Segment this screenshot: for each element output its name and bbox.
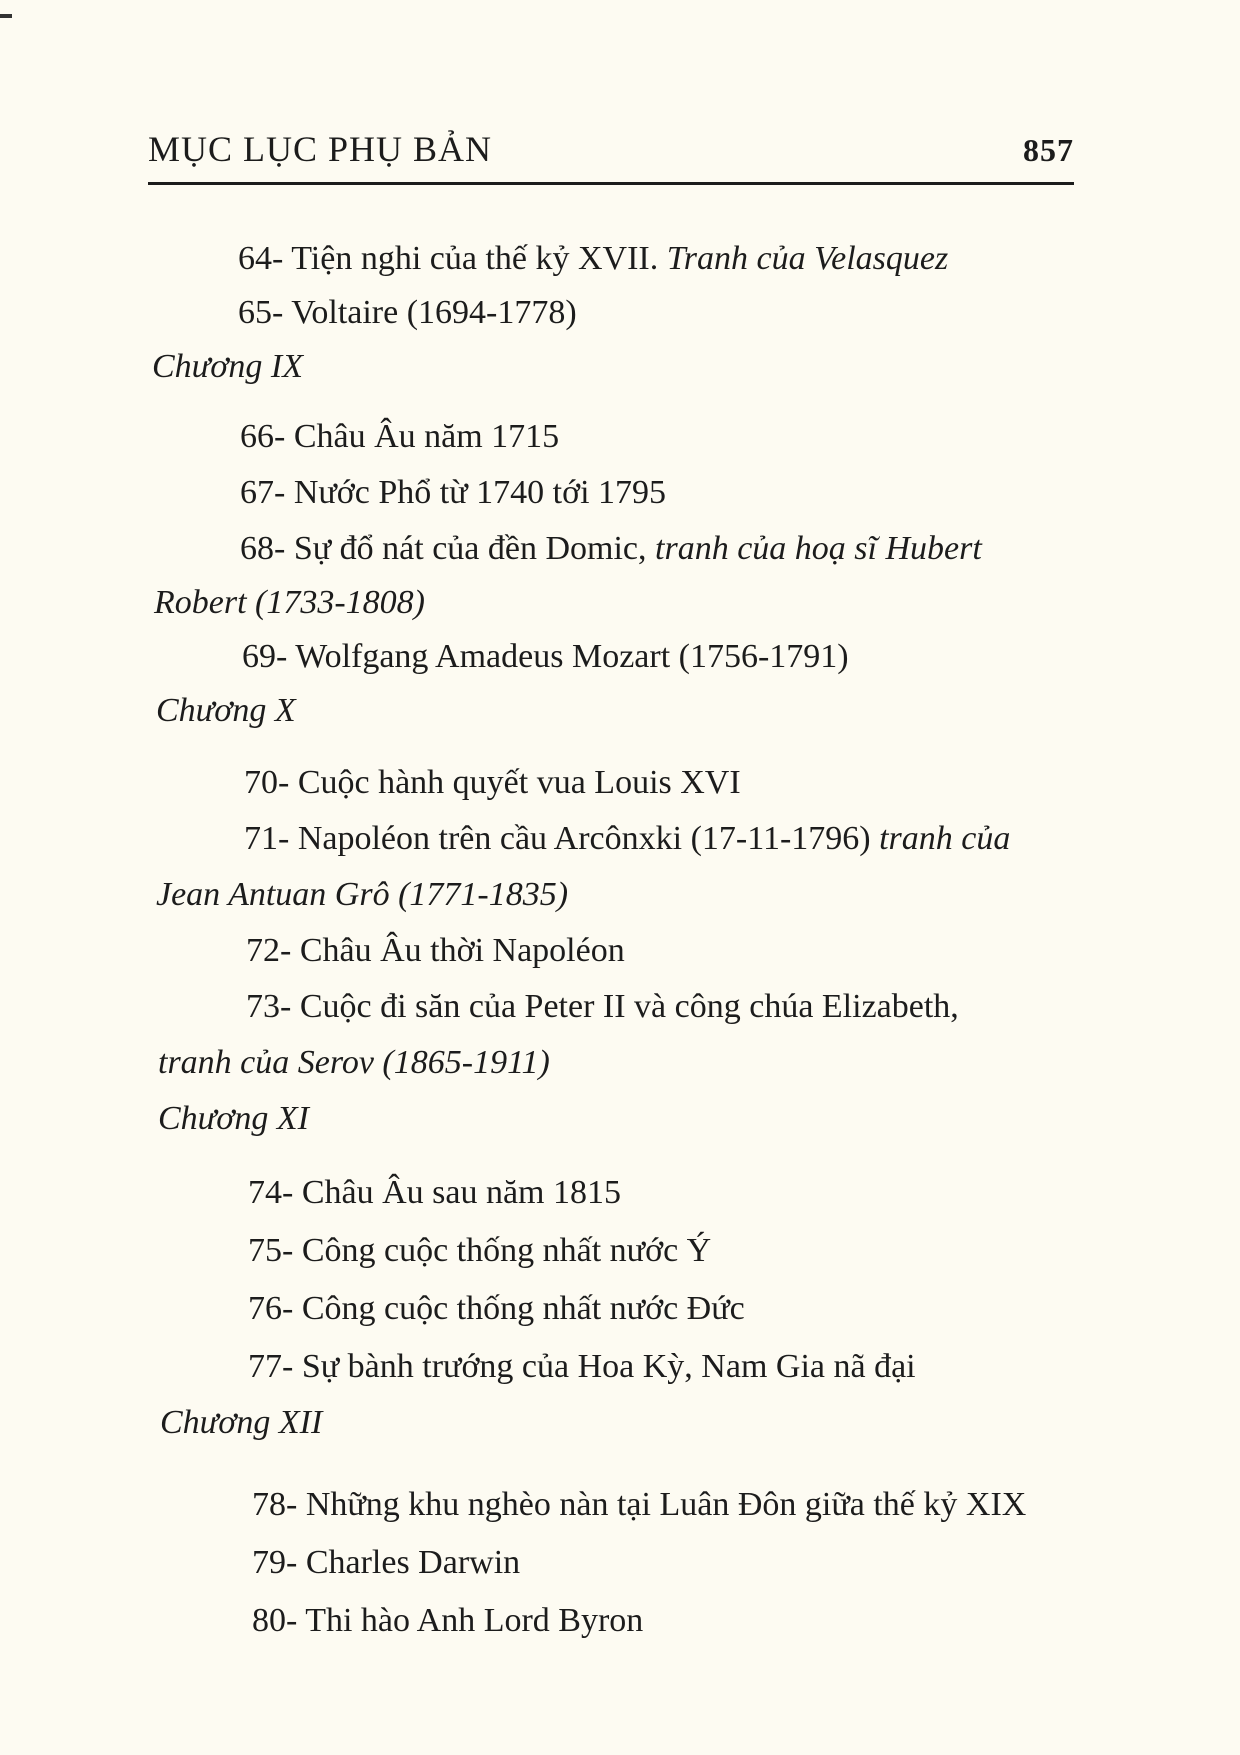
list-item: 64- Tiện nghi của thế kỷ XVII. Tranh của Velasquez <box>238 240 949 277</box>
list-item-continuation: Robert (1733-1808) <box>154 584 426 621</box>
list-item-continuation: tranh của Serov (1865-1911) <box>158 1044 550 1081</box>
running-title: MỤC LỤC PHỤ BẢN <box>148 129 493 169</box>
list-item: 74- Châu Âu sau năm 1815 <box>248 1174 622 1211</box>
list-item: 80- Thi hào Anh Lord Byron <box>252 1602 644 1639</box>
page-number: 857 <box>1023 132 1074 168</box>
chapter-heading: Chương IX <box>152 348 303 385</box>
list-item: 65- Voltaire (1694-1778) <box>238 294 577 331</box>
list-item-continuation: Jean Antuan Grô (1771-1835) <box>156 876 569 913</box>
list-item: 66- Châu Âu năm 1715 <box>240 418 560 455</box>
list-item: 68- Sự đổ nát của đền Domic, tranh của hoạ sĩ Hubert <box>240 530 982 567</box>
list-item: 70- Cuộc hành quyết vua Louis XVI <box>244 764 741 801</box>
list-item: 79- Charles Darwin <box>252 1544 521 1581</box>
list-item: 77- Sự bành trướng của Hoa Kỳ, Nam Gia nã đại <box>248 1348 916 1385</box>
list-item: 67- Nước Phổ từ 1740 tới 1795 <box>240 474 667 511</box>
list-item: 72- Châu Âu thời Napoléon <box>246 932 625 969</box>
header-rule <box>148 182 1074 185</box>
list-item: 71- Napoléon trên cầu Arcônxki (17-11-1796) tranh của <box>244 820 1011 857</box>
list-item: 76- Công cuộc thống nhất nước Đức <box>248 1290 745 1327</box>
chapter-heading: Chương XII <box>160 1404 323 1441</box>
list-item: 73- Cuộc đi săn của Peter II và công chúa Elizabeth, <box>246 988 959 1025</box>
list-item: 78- Những khu nghèo nàn tại Luân Đôn giữa thế kỷ XIX <box>252 1486 1027 1523</box>
list-item: 69- Wolfgang Amadeus Mozart (1756-1791) <box>242 638 849 675</box>
page-header <box>148 128 1074 170</box>
chapter-heading: Chương XI <box>158 1100 309 1137</box>
scan-mark <box>0 14 12 18</box>
chapter-heading: Chương X <box>156 692 296 729</box>
list-item: 75- Công cuộc thống nhất nước Ý <box>248 1232 712 1269</box>
